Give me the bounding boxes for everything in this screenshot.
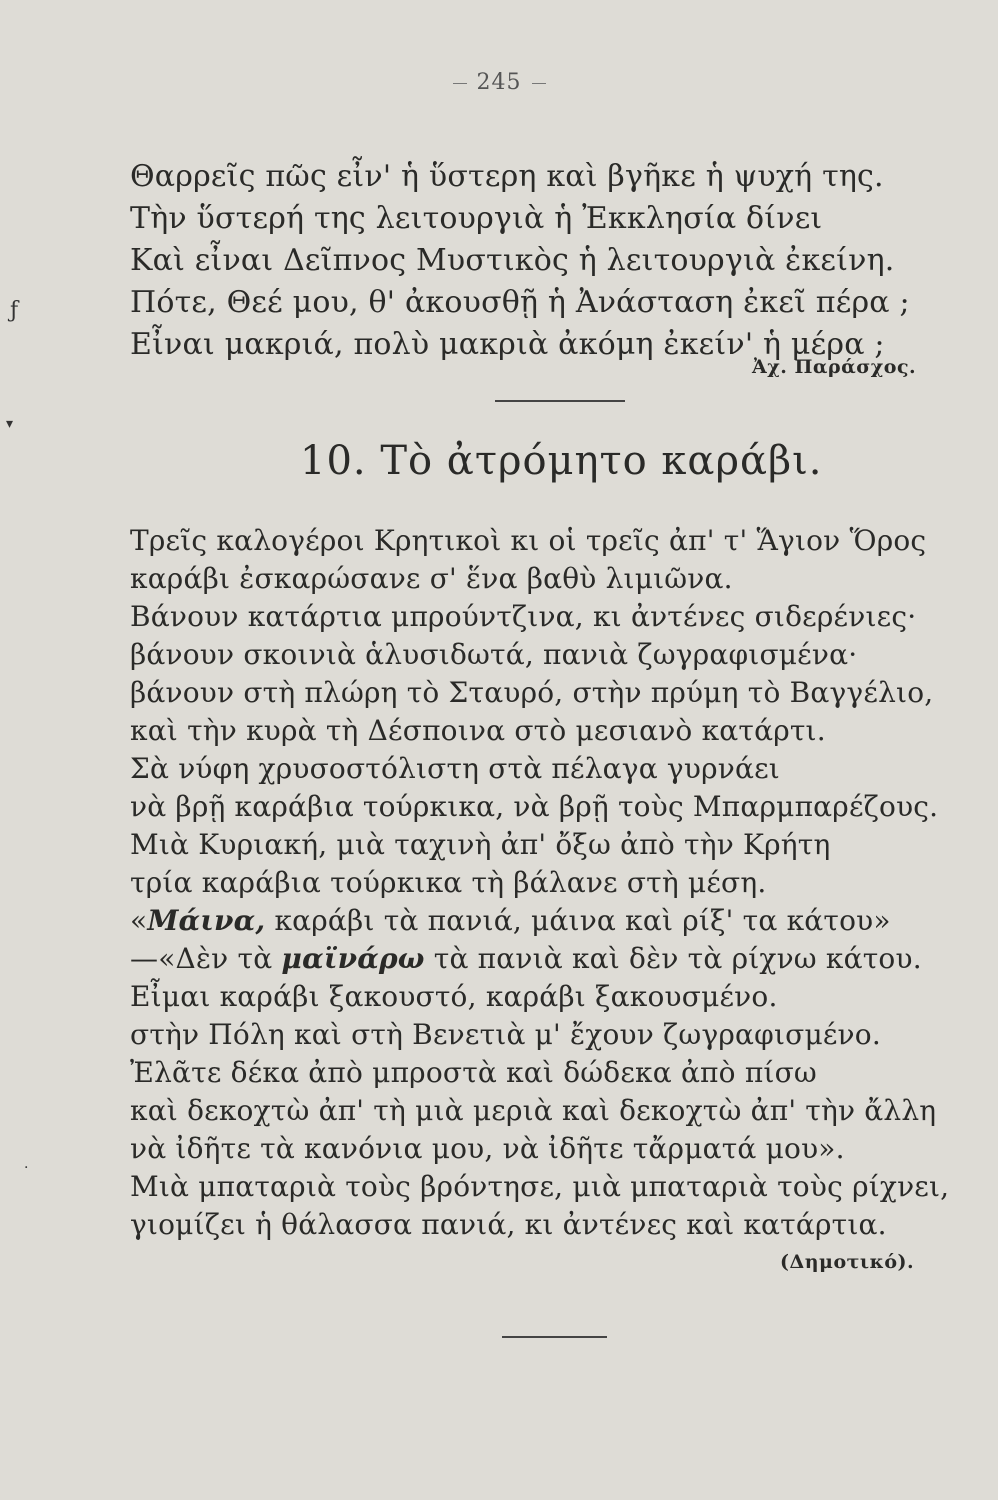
line-suffix: καράβι τὰ πανιά, μάινα καὶ ρίξ' τα κάτου» (265, 904, 891, 937)
poem-line-emphasis (130, 940, 930, 978)
poem-line: Βάνουν κατάρτια μπρούντζινα, κι ἀντένες σιδερένιες· (130, 600, 917, 633)
poem-line: καὶ δεκοχτὼ ἀπ' τὴ μιὰ μεριὰ καὶ δεκοχτὼ ἀπ' τὴν ἄλλη (130, 1094, 937, 1127)
poem-line: βάνουν σκοινιὰ ἁλυσιδωτά, πανιὰ ζωγραφισμένα· (130, 638, 858, 671)
poem-line: Μιὰ μπαταριὰ τοὺς βρόντησε, μιὰ μπαταριὰ τοὺς ρίχνει, (130, 1170, 950, 1203)
poem-line: Καὶ εἶναι Δεῖπνος Μυστικὸς ἡ λειτουργιὰ ἐκείνη. (130, 243, 895, 278)
source-attribution: (Δημοτικό). (780, 1251, 915, 1273)
emphasized-word: μαϊνάρω (281, 942, 425, 975)
poem-line: νὰ βρῇ καράβια τούρκικα, νὰ βρῇ τοὺς Μπαρμπαρέζους. (130, 790, 939, 823)
stanza-2 (130, 522, 950, 1244)
poem-line: γιομίζει ἡ θάλασσα πανιά, κι ἀντένες καὶ κατάρτια. (130, 1208, 887, 1241)
poem-line: νὰ ἰδῆτε τὰ κανόνια μου, νὰ ἰδῆτε τἄρματά μου». (130, 1132, 845, 1165)
margin-mark: · (24, 1160, 29, 1176)
poem-line: στὴν Πόλη καὶ στὴ Βενετιὰ μ' ἔχουν ζωγραφισμένο. (130, 1018, 881, 1051)
poem-line: Τρεῖς καλογέροι Κρητικοὶ κι οἱ τρεῖς ἀπ' τ' Ἅγιον Ὅρος (130, 524, 927, 557)
poem-line: Εἶναι μακριά, πολὺ μακριὰ ἀκόμη ἐκείν' ἡ μέρα ; (130, 327, 885, 362)
section-divider (495, 400, 625, 402)
poem-line-emphasis (130, 902, 930, 940)
margin-mark: ƒ (10, 298, 19, 323)
poem-line: τρία καράβια τούρκικα τὴ βάλανε στὴ μέση. (130, 866, 767, 899)
poem-line: Τὴν ὕστερή της λειτουργιὰ ἡ Ἐκκλησία δίνει (130, 201, 823, 236)
author-attribution: Ἀχ. Παράσχος. (752, 356, 917, 378)
poem-line: Ἐλᾶτε δέκα ἀπὸ μπροστὰ καὶ δώδεκα ἀπὸ πίσω (130, 1056, 817, 1089)
poem-title: 10. Τὸ ἀτρόμητο καράβι. (300, 438, 823, 484)
line-suffix: τὰ πανιὰ καὶ δὲν τὰ ρίχνω κάτου. (424, 942, 922, 975)
poem-line: Σὰ νύφη χρυσοστόλιστη στὰ πέλαγα γυρνάει (130, 752, 780, 785)
margin-mark: ▾ (6, 416, 14, 432)
poem-line: Εἶμαι καράβι ξακουστό, καράβι ξακουσμένο. (130, 980, 778, 1013)
poem-line: καὶ τὴν κυρὰ τὴ Δέσποινα στὸ μεσιανὸ κατάρτι. (130, 714, 826, 747)
line-prefix: —«Δὲν τὰ (130, 942, 282, 975)
poem-line: Θαρρεῖς πῶς εἶν' ἡ ὕστερη καὶ βγῆκε ἡ ψυχή της. (130, 159, 884, 194)
poem-line: βάνουν στὴ πλώρη τὸ Σταυρό, στὴν πρύμη τὸ Βαγγέλιο, (130, 676, 934, 709)
poem-line: Πότε, Θεέ μου, θ' ἀκουσθῇ ἡ Ἀνάσταση ἐκεῖ πέρα ; (130, 285, 910, 320)
line-prefix: « (130, 904, 148, 937)
end-divider (502, 1336, 607, 1338)
poem-line: καράβι ἐσκαρώσανε σ' ἕνα βαθὺ λιμιῶνα. (130, 562, 733, 595)
poem-line: Μιὰ Κυριακή, μιὰ ταχινὴ ἀπ' ὄξω ἀπὸ τὴν Κρήτη (130, 828, 831, 861)
stanza-1 (130, 156, 930, 366)
page-number: 245 (0, 70, 998, 95)
emphasized-word: Μάινα, (147, 904, 266, 937)
